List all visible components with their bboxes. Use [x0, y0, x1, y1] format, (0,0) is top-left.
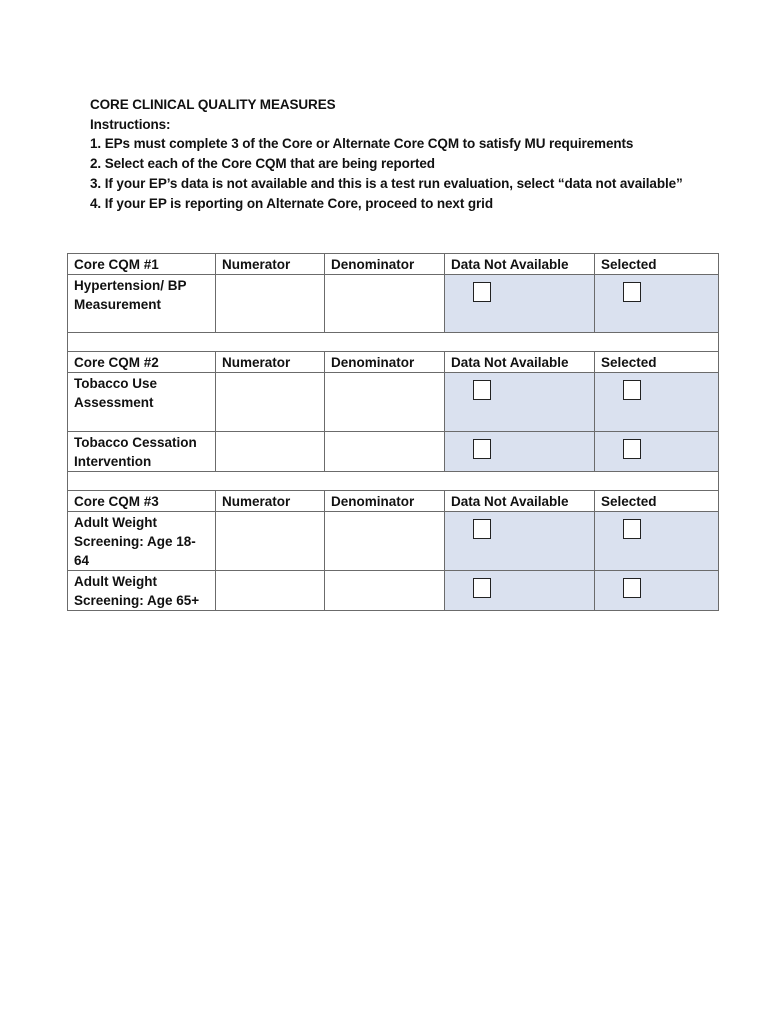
data-not-available-header: Data Not Available [445, 254, 595, 275]
denominator-field[interactable] [325, 373, 445, 432]
group-header-row [68, 491, 719, 512]
measure-name-line: Measurement [74, 297, 162, 312]
data-not-available-checkbox[interactable] [473, 519, 491, 539]
data-not-available-header: Data Not Available [445, 491, 595, 512]
measure-row [68, 571, 719, 611]
selected-checkbox[interactable] [623, 282, 641, 302]
measure-name-line: Adult Weight [74, 515, 157, 530]
data-not-available-cell [445, 571, 595, 611]
selected-checkbox[interactable] [623, 380, 641, 400]
instruction-item: 1. EPs must complete 3 of the Core or Alternate Core CQM to satisfy MU requirements [90, 136, 634, 152]
data-not-available-cell [445, 275, 595, 333]
denominator-field[interactable] [325, 275, 445, 333]
selected-cell [595, 275, 719, 333]
numerator-header: Numerator [216, 491, 325, 512]
group-header-row [68, 254, 719, 275]
measure-name [68, 275, 216, 333]
group-label: Core CQM #3 [68, 491, 216, 512]
instructions-label: Instructions: [90, 116, 171, 132]
data-not-available-header: Data Not Available [445, 352, 595, 373]
selected-checkbox[interactable] [623, 519, 641, 539]
measure-row [68, 373, 719, 432]
selected-cell [595, 432, 719, 472]
numerator-field[interactable] [216, 373, 325, 432]
selected-header: Selected [595, 254, 719, 275]
data-not-available-checkbox[interactable] [473, 578, 491, 598]
measure-name [68, 373, 216, 432]
instruction-item: 2. Select each of the Core CQM that are being reported [90, 156, 435, 172]
group-label: Core CQM #2 [68, 352, 216, 373]
data-not-available-checkbox[interactable] [473, 380, 491, 400]
numerator-header: Numerator [216, 352, 325, 373]
instructions-block [90, 95, 730, 213]
page-title: CORE CLINICAL QUALITY MEASURES [90, 97, 336, 112]
selected-checkbox[interactable] [623, 439, 641, 459]
measure-row [68, 432, 719, 472]
numerator-field[interactable] [216, 571, 325, 611]
numerator-header: Numerator [216, 254, 325, 275]
denominator-header: Denominator [325, 491, 445, 512]
measure-name-line: Tobacco Use [74, 376, 158, 391]
selected-header: Selected [595, 352, 719, 373]
data-not-available-cell [445, 512, 595, 571]
selected-cell [595, 571, 719, 611]
data-not-available-cell [445, 373, 595, 432]
denominator-field[interactable] [325, 512, 445, 571]
numerator-field[interactable] [216, 512, 325, 571]
instruction-item: 3. If your EP’s data is not available and this is a test run evaluation, select “data not available” [90, 175, 683, 191]
measure-row [68, 512, 719, 571]
selected-cell [595, 512, 719, 571]
measure-name-line: Intervention [74, 454, 152, 469]
data-not-available-checkbox[interactable] [473, 439, 491, 459]
selected-header: Selected [595, 491, 719, 512]
denominator-header: Denominator [325, 352, 445, 373]
measure-name-line: Screening: Age 18-64 [74, 534, 196, 568]
numerator-field[interactable] [216, 275, 325, 333]
group-label: Core CQM #1 [68, 254, 216, 275]
spacer-row [68, 333, 719, 352]
measure-row [68, 275, 719, 333]
denominator-field[interactable] [325, 571, 445, 611]
measure-name [68, 432, 216, 472]
measure-name [68, 512, 216, 571]
instruction-item: 4. If your EP is reporting on Alternate Core, proceed to next grid [90, 195, 493, 211]
numerator-field[interactable] [216, 432, 325, 472]
selected-checkbox[interactable] [623, 578, 641, 598]
core-cqm-grid [67, 253, 719, 611]
spacer-row [68, 472, 719, 491]
denominator-header: Denominator [325, 254, 445, 275]
group-header-row [68, 352, 719, 373]
denominator-field[interactable] [325, 432, 445, 472]
measure-name-line: Hypertension/ BP [74, 278, 187, 293]
measure-name-line: Screening: Age 65+ [74, 593, 200, 608]
measure-name-line: Assessment [74, 395, 154, 410]
data-not-available-cell [445, 432, 595, 472]
selected-cell [595, 373, 719, 432]
data-not-available-checkbox[interactable] [473, 282, 491, 302]
measure-name [68, 571, 216, 611]
measure-name-line: Tobacco Cessation [74, 435, 197, 450]
measure-name-line: Adult Weight [74, 574, 157, 589]
